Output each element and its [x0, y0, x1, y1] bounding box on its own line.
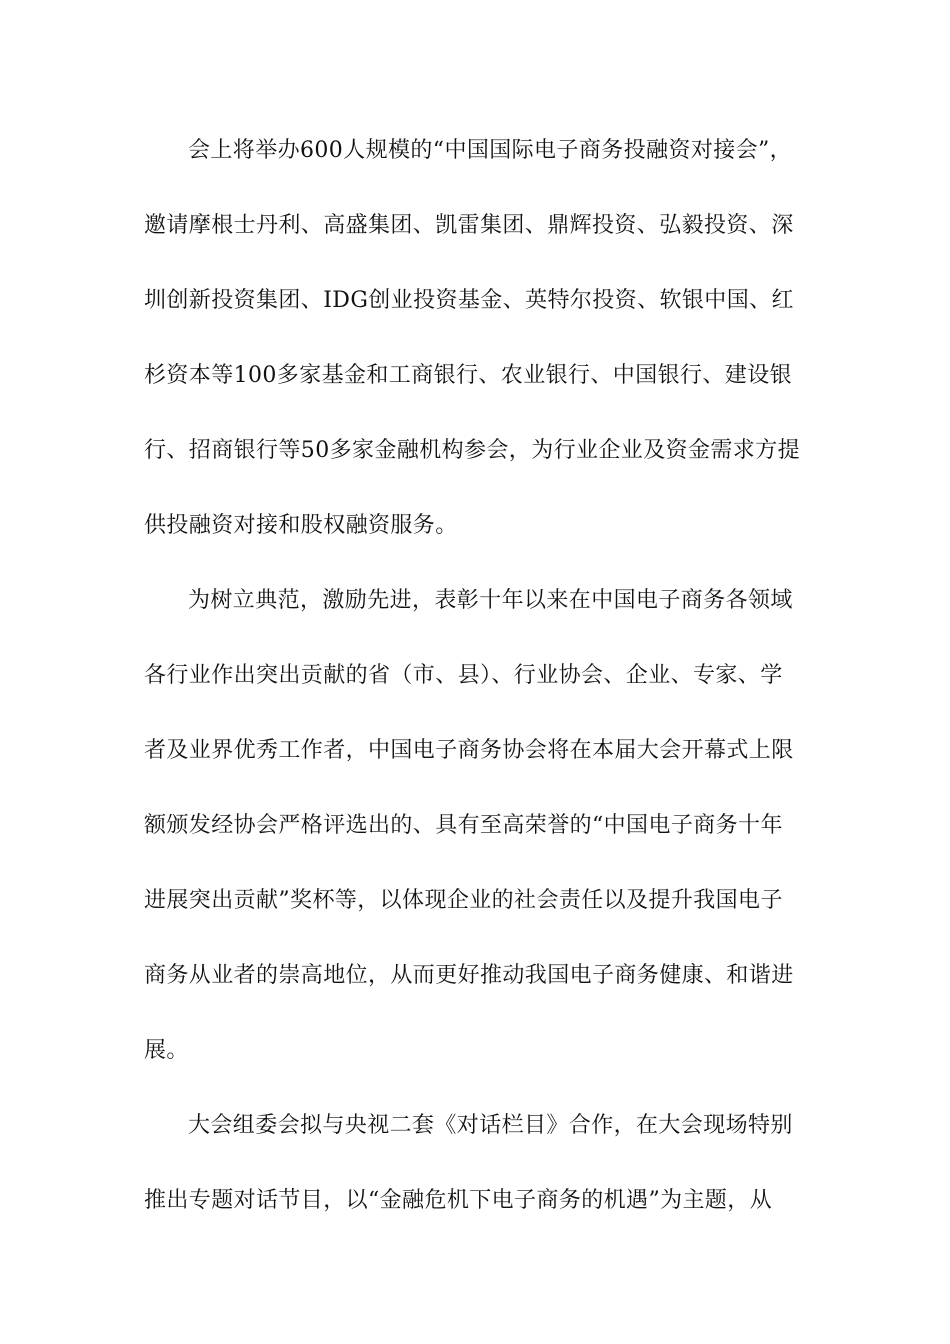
paragraph-line: 会上将举办600人规模的“中国国际电子商务投融资对接会”，: [188, 138, 793, 163]
paragraph-line: 推出专题对话节目，以“金融危机下电子商务的机遇”为主题，从: [144, 1188, 773, 1213]
paragraph-line: 大会组委会拟与央视二套《对话栏目》合作，在大会现场特别: [188, 1113, 793, 1138]
paragraph-line: 圳创新投资集团、IDG创业投资基金、英特尔投资、软银中国、红: [144, 288, 794, 313]
paragraph-line: 供投融资对接和股权融资服务。: [144, 513, 458, 538]
document-body: [144, 132, 809, 1257]
paragraph-line: 商务从业者的崇高地位，从而更好推动我国电子商务健康、和谐进: [144, 963, 794, 988]
paragraph-investment-conference: [144, 132, 809, 544]
paragraph-line: 杉资本等100多家基金和工商银行、农业银行、中国银行、建设银: [144, 363, 792, 388]
paragraph-line: 进展突出贡献”奖杯等，以体现企业的社会责任以及提升我国电子: [144, 888, 783, 913]
paragraph-line: 为树立典范，激励先进，表彰十年以来在中国电子商务各领域: [188, 588, 793, 613]
paragraph-line: 展。: [144, 1038, 189, 1063]
paragraph-awards: [144, 582, 809, 1069]
paragraph-line: 额颁发经协会严格评选出的、具有至高荣誉的“中国电子商务十年: [144, 813, 783, 838]
paragraph-line: 者及业界优秀工作者，中国电子商务协会将在本届大会开幕式上限: [144, 738, 794, 763]
paragraph-line: 行、招商银行等50多家金融机构参会，为行业企业及资金需求方提: [144, 438, 800, 463]
paragraph-line: 邀请摩根士丹利、高盛集团、凯雷集团、鼎辉投资、弘毅投资、深: [144, 213, 794, 238]
paragraph-cctv-dialogue: [144, 1107, 809, 1219]
paragraph-line: 各行业作出突出贡献的省（市、县）、行业协会、企业、专家、学: [144, 663, 783, 688]
